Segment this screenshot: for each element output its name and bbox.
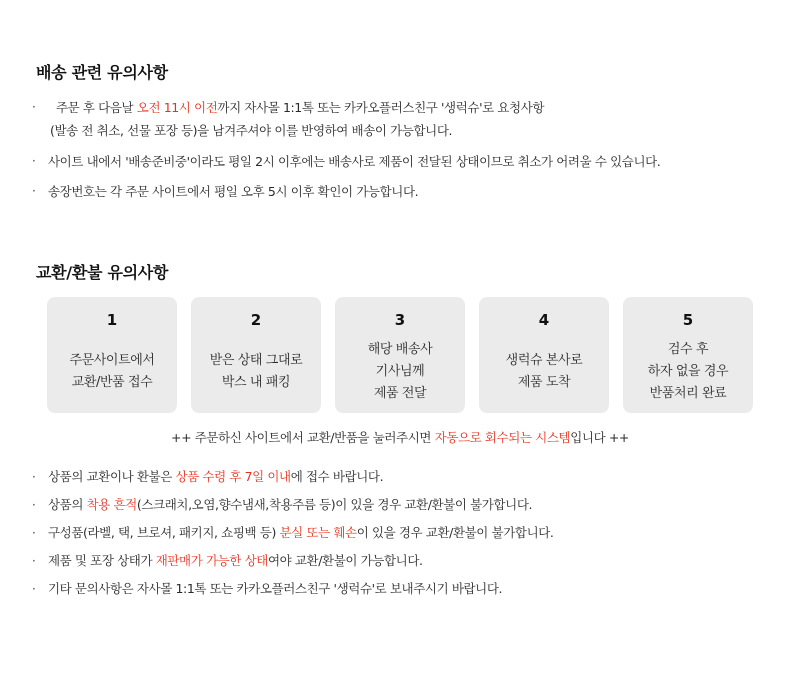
step-description xyxy=(191,332,321,412)
bullet-dot-icon: · xyxy=(32,582,36,596)
step-line: 기사님께 xyxy=(375,364,425,379)
exchange-notes-list xyxy=(32,463,554,603)
text-segment: (스크래치,오염,향수냄새,착용주름 등)이 있을 경우 교환/환불이 불가합니다. xyxy=(136,497,533,512)
bullet-dot-icon: · xyxy=(32,526,36,540)
step-card-4 xyxy=(479,297,609,413)
exchange-section-title: 교환/환불 유의사항 xyxy=(36,263,169,282)
step-number: 4 xyxy=(538,311,550,329)
step-description xyxy=(47,332,177,412)
text-segment: 여야 교환/환불이 가능합니다. xyxy=(267,553,423,568)
highlight-text: 분실 또는 훼손 xyxy=(279,525,357,540)
step-line: 제품 도착 xyxy=(517,375,571,390)
delivery-note-text: 송장번호는 각 주문 사이트에서 평일 오후 5시 이후 확인이 가능합니다. xyxy=(48,184,419,199)
list-item xyxy=(32,96,660,142)
step-number: 3 xyxy=(394,311,406,329)
delivery-note-text: 사이트 내에서 '배송준비중'이라도 평일 2시 이후에는 배송사로 제품이 전달된 상태이므로 취소가 어려울 수 있습니다. xyxy=(48,154,661,169)
list-item xyxy=(32,463,554,491)
text-segment: 상품의 교환이나 환불은 xyxy=(48,469,176,484)
step-line: 박스 내 패킹 xyxy=(221,375,291,390)
step-card-1 xyxy=(47,297,177,413)
step-line: 교환/반품 접수 xyxy=(71,375,153,390)
step-line: 하자 없을 경우 xyxy=(647,364,729,379)
auto-pickup-note xyxy=(0,428,800,446)
step-line: 반품처리 완료 xyxy=(649,386,727,401)
highlight-text: 재판매가 가능한 상태 xyxy=(155,553,268,568)
highlight-text: 상품 수령 후 7일 이내 xyxy=(175,469,291,484)
delivery-section-title: 배송 관련 유의사항 xyxy=(36,63,168,82)
text-segment: 에 접수 바랍니다. xyxy=(290,469,384,484)
text-segment: 입니다 ++ xyxy=(570,430,629,445)
text-segment: 까지 자사몰 1:1톡 또는 카카오플러스친구 '생럭슈'로 요청사항 xyxy=(217,100,545,115)
highlight-text: 오전 11시 이전 xyxy=(136,100,218,115)
step-line: 주문사이트에서 xyxy=(69,353,155,368)
list-item xyxy=(32,150,660,173)
bullet-dot-icon: · xyxy=(32,184,36,198)
text-segment: 이 있을 경우 교환/환불이 불가합니다. xyxy=(356,525,554,540)
step-number: 1 xyxy=(106,311,118,329)
text-segment: 주문 후 다음날 xyxy=(56,100,137,115)
text-segment: 제품 및 포장 상태가 xyxy=(48,553,156,568)
highlight-text: 착용 흔적 xyxy=(86,497,137,512)
delivery-note-line: (발송 전 취소, 선물 포장 등)을 남겨주셔야 이를 반영하여 배송이 가능합니다. xyxy=(50,123,453,138)
step-card-2 xyxy=(191,297,321,413)
bullet-dot-icon: · xyxy=(32,470,36,484)
step-line: 제품 전달 xyxy=(373,386,427,401)
text-segment: 상품의 xyxy=(48,497,87,512)
bullet-dot-icon: · xyxy=(32,498,36,512)
list-item xyxy=(32,491,554,519)
list-item xyxy=(32,180,660,203)
step-description xyxy=(623,332,753,412)
list-item xyxy=(32,547,554,575)
highlight-text: 자동으로 회수되는 시스템 xyxy=(434,430,571,445)
list-item xyxy=(32,575,554,603)
step-card-3 xyxy=(335,297,465,413)
step-description xyxy=(479,332,609,412)
step-line: 받은 상태 그대로 xyxy=(209,353,303,368)
step-line: 생럭슈 본사로 xyxy=(505,353,583,368)
step-line: 검수 후 xyxy=(667,342,709,357)
bullet-dot-icon: · xyxy=(32,154,36,168)
text-segment: 기타 문의사항은 자사몰 1:1톡 또는 카카오플러스친구 '생럭슈'로 보내주시기 바랍니다. xyxy=(48,581,503,596)
bullet-dot-icon: · xyxy=(32,100,36,114)
step-number: 5 xyxy=(682,311,694,329)
bullet-dot-icon: · xyxy=(32,554,36,568)
delivery-note-line xyxy=(48,96,660,119)
text-segment: ++ 주문하신 사이트에서 교환/반품을 눌러주시면 xyxy=(171,430,435,445)
text-segment: 구성품(라벨, 택, 브로셔, 패키지, 쇼핑백 등) xyxy=(48,525,280,540)
exchange-steps xyxy=(47,297,753,413)
step-line: 해당 배송사 xyxy=(367,342,433,357)
step-card-5 xyxy=(623,297,753,413)
step-number: 2 xyxy=(250,311,262,329)
step-description xyxy=(335,332,465,412)
delivery-notes-list xyxy=(32,96,660,210)
list-item xyxy=(32,519,554,547)
